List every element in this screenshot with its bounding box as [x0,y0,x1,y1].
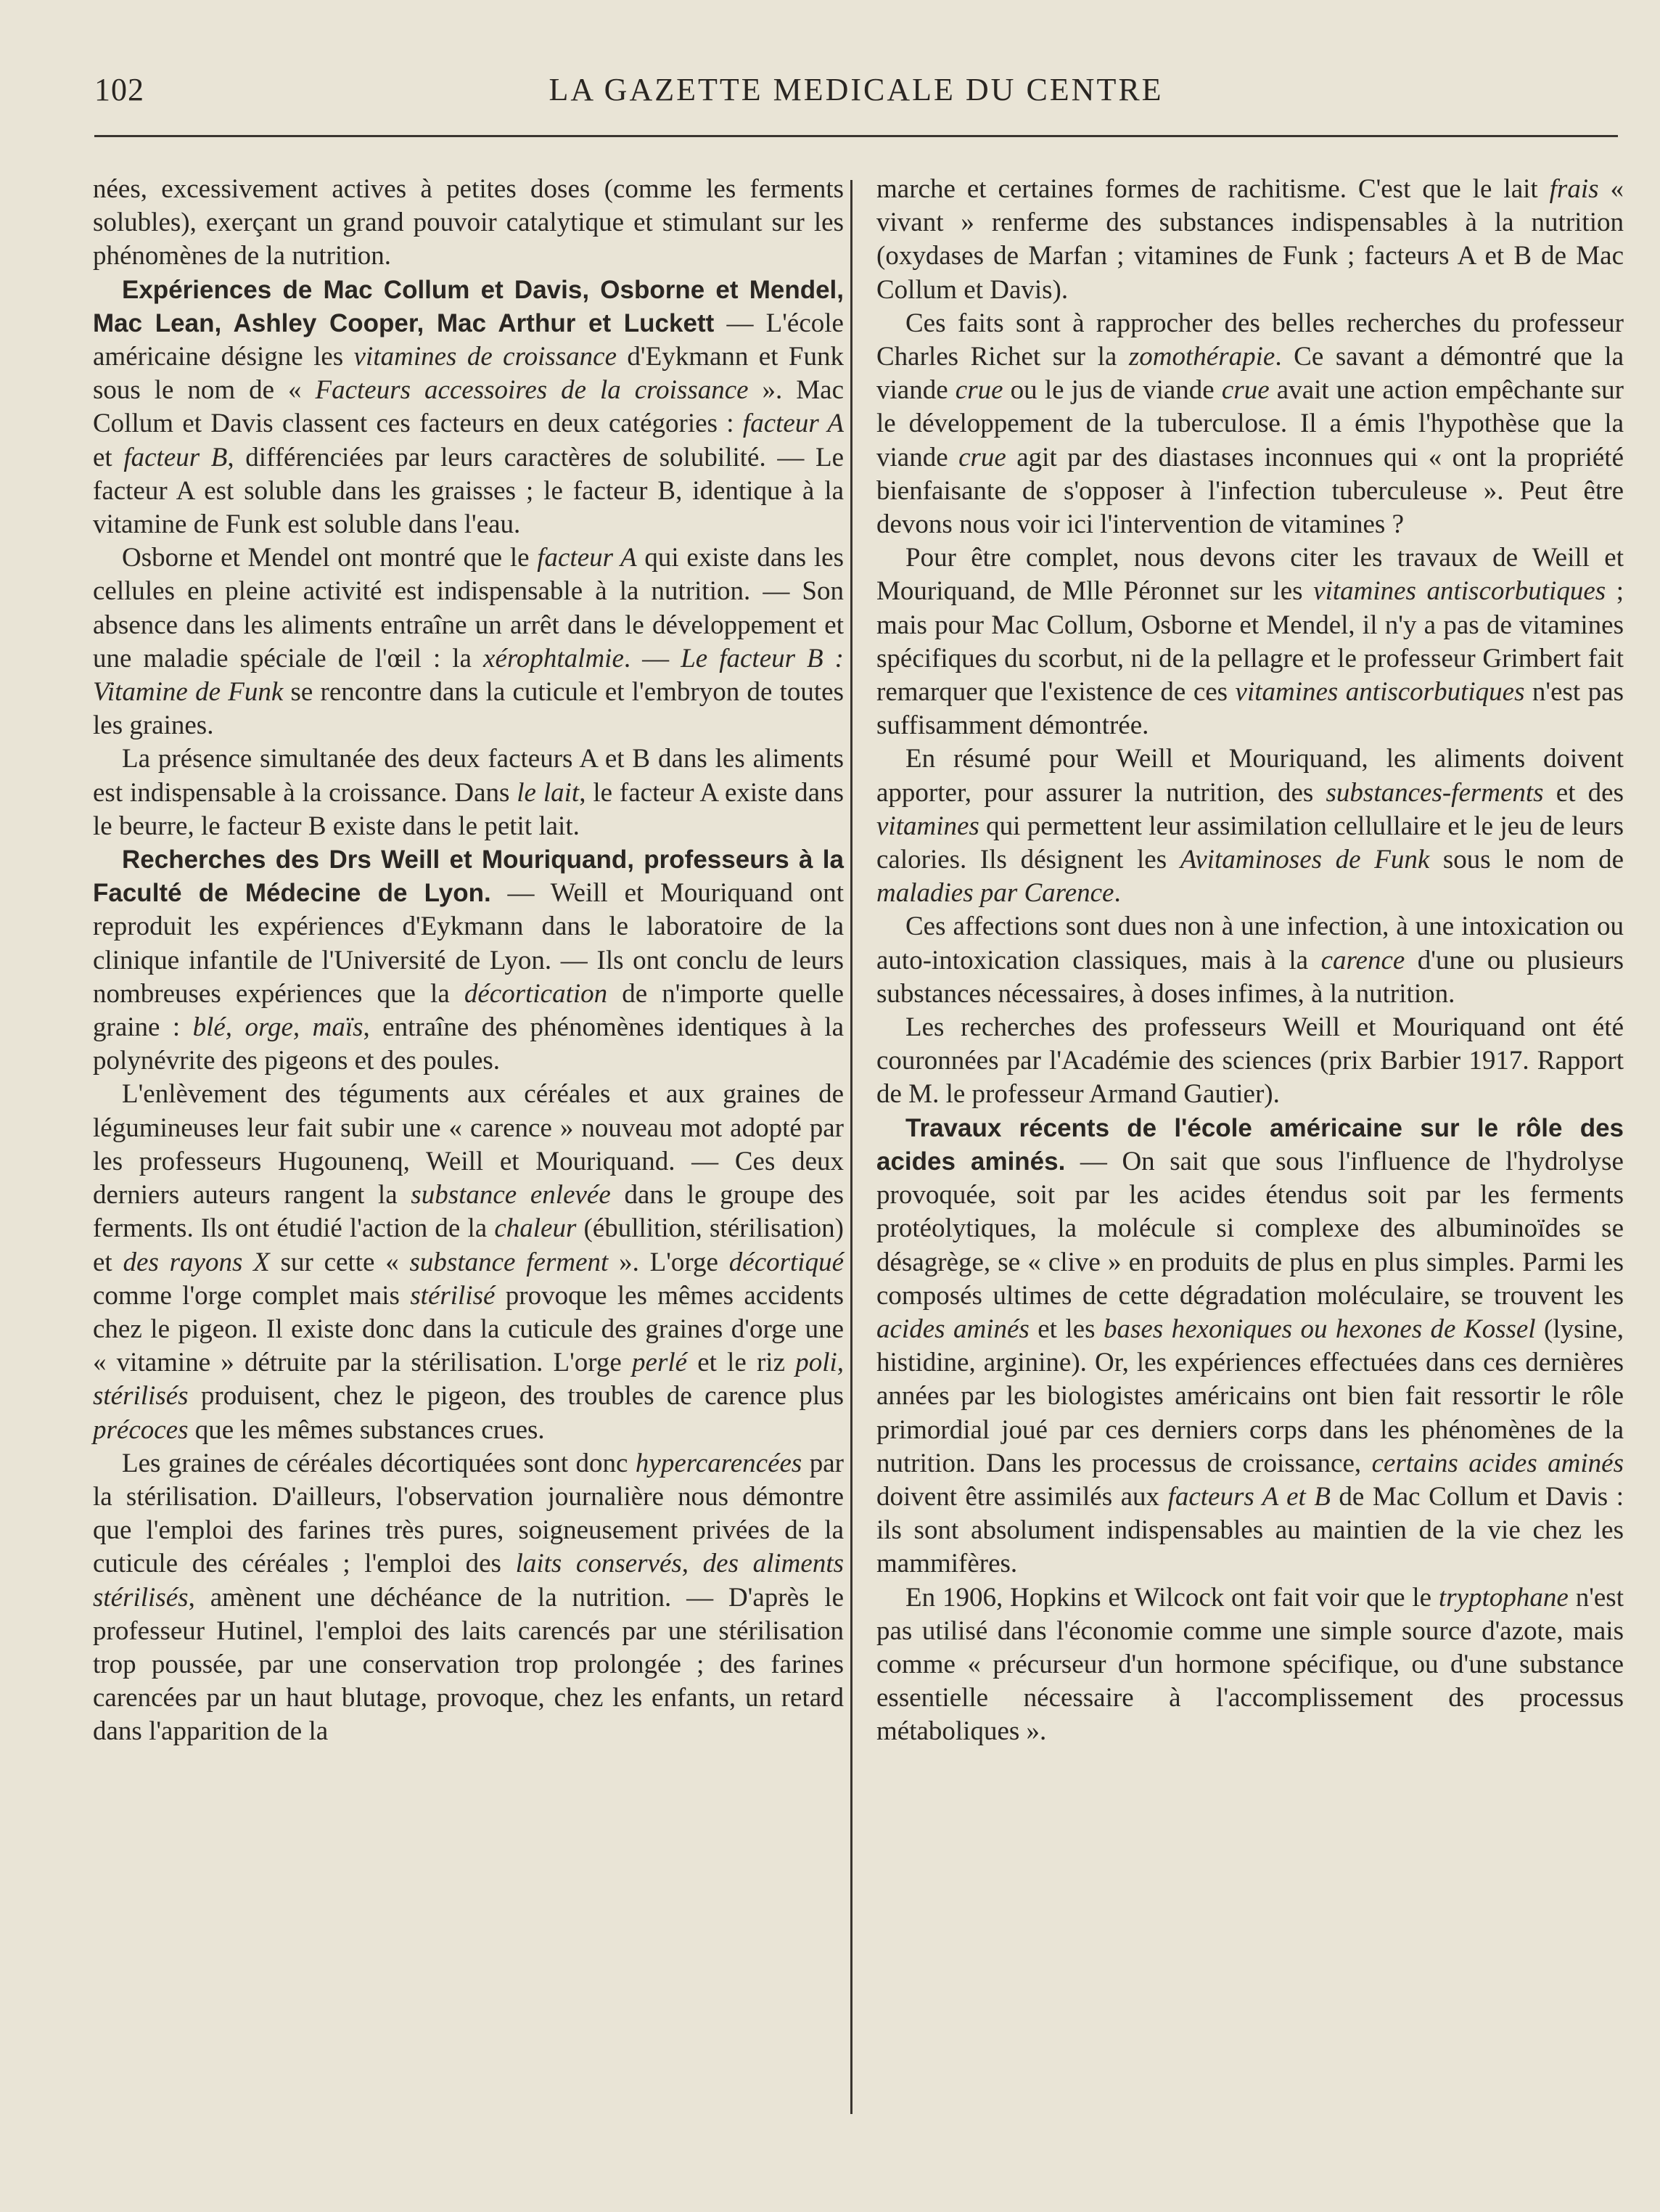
italic-term: zomothérapie [1128,342,1275,372]
paragraph [93,742,844,843]
paragraph [93,541,844,742]
italic-term: substance ferment [409,1247,609,1277]
left-column [93,173,844,1749]
text: d'Eykmann et Funk sous le nom de « [93,342,844,406]
text: et des [1543,777,1624,808]
text: dans le groupe des ferments. Ils ont étudié l'action de la [93,1180,844,1244]
text: se rencontre dans la cuticule et l'embryon de toutes les graines. [93,677,844,741]
text: ». L'orge [608,1247,729,1277]
italic-term: frais [1549,174,1599,204]
italic-term: blé, orge, maïs [192,1012,363,1043]
text: Pour être complet, nous devons citer les travaux de Weill et Mouriquand, de Mlle Péronnet sur les [876,543,1624,607]
text: La présence simultanée des deux facteurs A et B dans les aliments est indispensable à la croissance. Dans [93,744,844,808]
italic-term: le lait [517,777,580,808]
italic-term: certains acides aminés [1371,1448,1624,1478]
italic-term: crue [1221,375,1270,406]
text: En résumé pour Weill et Mouriquand, les aliments doivent apporter, pour assurer la nutrition, des [876,744,1624,808]
italic-term: vitamines de croissance [353,342,617,372]
italic-term: maladies par Carence [876,878,1114,909]
section-heading: Expériences de Mac Collum et Davis, Osborne et Mendel, Mac Lean, Ashley Cooper, Mac Arthur et Luckett [93,275,844,337]
text: doivent être assimilés aux [876,1481,1168,1512]
journal-title: LA GAZETTE MEDICALE DU CENTRE [548,72,1164,107]
text: ; mais pour Mac Collum, Osborne et Mendel, il n'y a pas de vitamines spécifiques du scorbut, ni de la pellagre et le professeur Grimbert fait remarquer que l'existence de ces [876,576,1624,708]
italic-term: stérilisé [410,1280,496,1311]
italic-term: Le facteur B : Vitamine de Funk [93,643,844,708]
italic-term: chaleur [494,1213,577,1244]
italic-term: facteurs A et B [1167,1481,1331,1512]
italic-term: des rayons X [123,1247,270,1277]
paragraph [876,1011,1624,1112]
header-rule [94,135,1618,137]
text: , amènent une déchéance de la nutrition. — D'après le professeur Hutinel, l'emploi des laits carencés par une stérilisation trop poussée, par une conservation trop prolongée ; des farines carencées par un haut blutage, provoque, chez les enfants, un retard dans l'apparition de la [93,1582,844,1747]
paragraph [93,173,844,274]
text: (ébullition, stérilisation) et [93,1213,844,1277]
text: Les recherches des professeurs Weill et Mouriquand ont été couronnées par l'Académie des sciences (prix Barbier 1917. Rapport de M. le professeur Armand Gautier). [876,1012,1624,1110]
column-divider [850,180,852,2114]
text: d'une ou plusieurs substances nécessaires, à doses infimes, à la nutrition. [876,945,1624,1009]
italic-term: hypercarencées [635,1448,802,1478]
right-column [876,173,1624,1749]
text: qui permettent leur assimilation cellullaire et le jeu de leurs calories. Ils désignent les [876,811,1624,875]
italic-term: décortiqué [728,1247,845,1277]
text: — On sait que sous l'influence de l'hydrolyse provoquée, soit par les acides étendus soit par les ferments protéolytiques, la molécule si complexe des albuminoïdes se désagrège, se « clive » en produits de plus en plus simples. Parmi les composés ultimes de cette dégradation moléculaire, se trouvent les [876,1146,1624,1311]
italic-term: vitamines antiscorbutiques [1313,576,1606,607]
italic-term: crue [958,442,1006,472]
italic-term: Facteurs accessoires de la croissance [315,375,749,406]
section-heading: Travaux récents de l'école américaine sur le rôle des acides aminés. [876,1113,1624,1176]
italic-term: poli, stérilisés [93,1348,844,1412]
text: , entraîne des phénomènes identiques à la polynévrite des pigeons et des poules. [93,1012,844,1076]
text: Les graines de céréales décortiquées sont donc [122,1448,636,1478]
text: sous le nom de [1429,845,1624,875]
italic-term: facteur A [537,543,637,573]
italic-term: substance enlevée [411,1180,611,1211]
text: avait une action empêchante sur le développement de la tuberculose. Il a émis l'hypothèse que la viande [876,375,1624,472]
text: Ces faits sont à rapprocher des belles recherches du professeur Charles Richet sur la [876,308,1624,372]
text: . Ce savant a démontré que la viande [876,342,1624,406]
text: Ces affections sont dues non à une infection, à une intoxication ou auto-intoxication classiques, mais à la [876,912,1624,975]
text: ou le jus de viande [1003,375,1222,406]
text: . [1114,878,1121,909]
italic-term: crue [955,375,1003,406]
italic-term: laits conservés, des aliments stérilisés [93,1549,844,1613]
text: Osborne et Mendel ont montré que le [122,543,538,573]
italic-term: facteur B [123,442,228,472]
text: produisent, chez le pigeon, des troubles de carence plus [188,1381,844,1412]
italic-term: substances-ferments [1326,777,1544,808]
page-number: 102 [94,72,144,107]
paragraph [876,1581,1624,1749]
text: — Weill et Mouriquand ont reproduit les expériences d'Eykmann dans le laboratoire de la clinique infantile de l'Université de Lyon. — Ils ont conclu de leurs nombreuses expériences que la [93,878,844,1009]
text: , différenciées par leurs caractères de solubilité. — Le facteur A est soluble dans les graisses ; le facteur B, identique à la vitamine de Funk est soluble dans l'eau. [93,442,845,540]
text: — L'école américaine désigne les [93,308,844,372]
paragraph [876,742,1624,910]
text: ». Mac Collum et Davis classent ces facteurs en deux catégories : [93,375,844,439]
text: et [93,442,124,472]
text: (lysine, histidine, arginine). Or, les expériences effectuées dans ces dernières années par les biologistes américains ont bien fait ressortir le rôle primordial joué par ces derniers corps dans les phénomènes de la nutrition. Dans les processus de croissance, [876,1314,1624,1478]
section-heading: Recherches des Drs Weill et Mouriquand, professeurs à la Faculté de Médecine de Lyon. [93,845,844,908]
italic-term: Avitaminoses de Funk [1180,845,1430,875]
italic-term: acides aminés [876,1314,1030,1344]
paragraph [93,274,844,542]
paragraph [93,1078,844,1446]
text: qui existe dans les cellules en pleine activité est indispensable à la nutrition. — Son absence dans les aliments entraîne un arrêt dans le développement et une maladie spéciale de l'œil : la [93,543,844,673]
paragraph [876,173,1624,307]
italic-term: décortication [464,978,608,1009]
text: que les mêmes substances crues. [188,1414,545,1445]
text: de Mac Collum et Davis : ils sont absolument indispensables au maintien de la vie chez les mammifères. [876,1481,1624,1579]
text: « vivant » renferme des substances indispensables à la nutrition (oxydases de Marfan ; vitamines de Funk ; facteurs A et B de Mac Collum et Davis). [876,174,1624,305]
text: agit par des diastases inconnues qui « ont la propriété bienfaisante de s'opposer à l'infection tuberculeuse ». Peut être devons nous voir ici l'intervention de vitamines ? [876,442,1624,540]
paragraph [876,541,1624,742]
text: sur cette « [269,1247,410,1277]
text: de n'importe quelle graine : [93,978,845,1043]
text: n'est pas utilisé dans l'économie comme une simple source d'azote, mais comme « précurseur d'un hormone spécifique, ou d'une substance essentielle nécessaire à l'accomplissement des processus métaboliques ». [876,1582,1624,1747]
italic-term: bases hexoniques ou hexones de Kossel [1103,1314,1536,1344]
paragraph [876,910,1624,1011]
text: marche et certaines formes de rachitisme. C'est que le lait [876,174,1550,204]
text: et les [1029,1314,1104,1344]
running-header [94,71,1618,122]
paragraph [93,843,844,1078]
italic-term: précoces [93,1414,189,1445]
paragraph [93,1447,844,1749]
text: provoque les mêmes accidents chez le pigeon. Il existe donc dans la cuticule des graines d'orge une « vitamine » détruite par la stérilisation. L'orge [93,1280,844,1378]
paragraph [876,307,1624,541]
italic-term: tryptophane [1439,1582,1569,1613]
text: , le facteur A existe dans le beurre, le facteur B existe dans le petit lait. [93,777,844,841]
italic-term: vitamines antiscorbutiques [1235,677,1525,708]
text: . — [623,643,681,673]
italic-term: vitamines [876,811,979,841]
text: comme l'orge complet mais [93,1280,411,1311]
text: En 1906, Hopkins et Wilcock ont fait voir que le [905,1582,1439,1613]
text: par la stérilisation. D'ailleurs, l'observation journalière nous démontre que l'emploi des farines très pures, soigneusement privées de la cuticule des céréales ; l'emploi des [93,1448,845,1579]
paragraph [876,1112,1624,1581]
text: nées, excessivement actives à petites doses (comme les ferments solubles), exerçant un grand pouvoir catalytique et stimulant sur les phénomènes de la nutrition. [93,174,844,271]
text: n'est pas suffisamment démontrée. [876,677,1624,741]
text: L'enlèvement des téguments aux céréales et aux graines de légumineuses leur fait subir une « carence » nouveau mot adopté par les professeurs Hugounenq, Weill et Mouriquand. — Ces deux derniers auteurs rangent la [93,1079,844,1211]
italic-term: carence [1320,945,1405,975]
italic-term: xérophtalmie [483,643,624,673]
text: et le riz [687,1348,796,1378]
italic-term: facteur A [742,409,844,439]
italic-term: perlé [632,1348,688,1378]
